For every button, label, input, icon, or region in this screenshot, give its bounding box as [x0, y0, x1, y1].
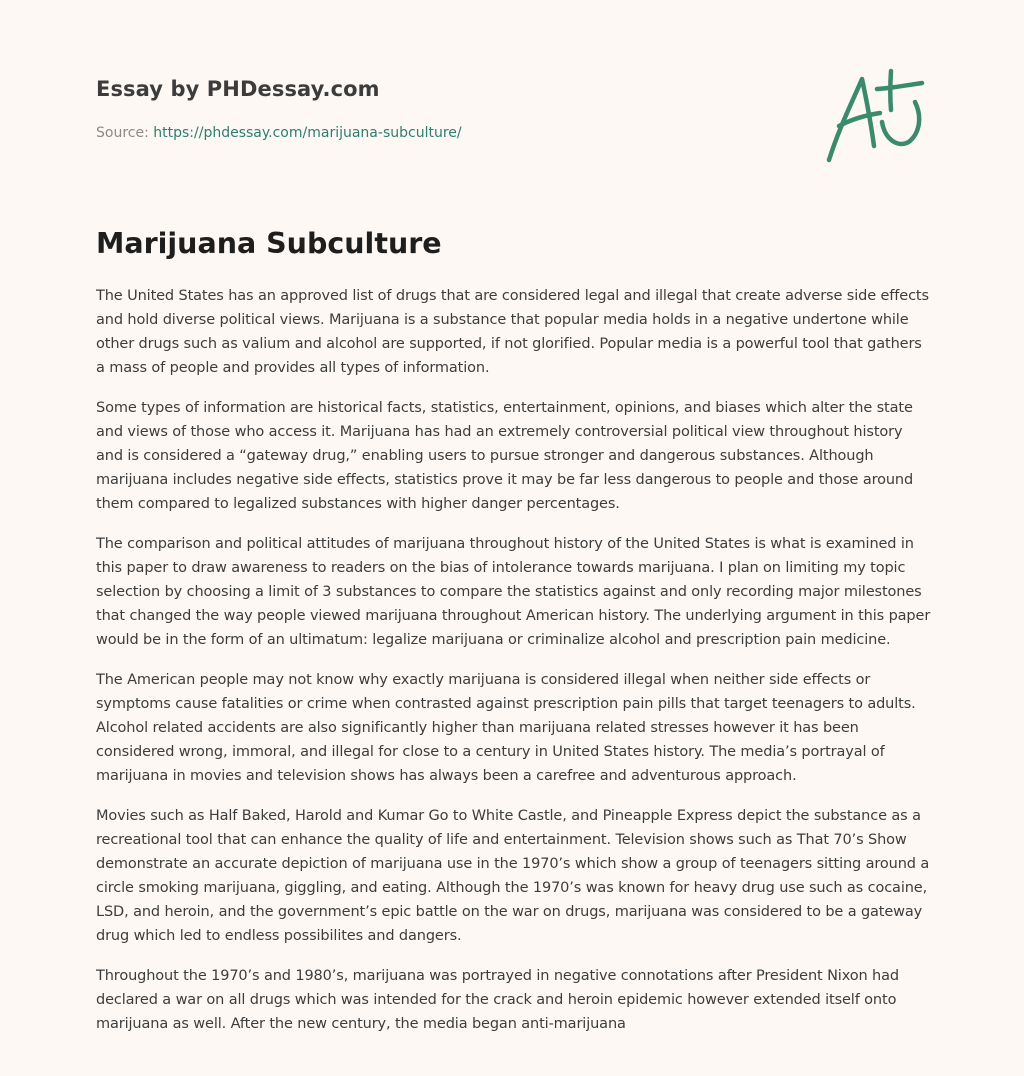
essay-paragraph: Some types of information are historical facts, statistics, entertainment, opinions, and biases which alter the state and views of those who access it. Marijuana has had an extremely controversial political view throughout history and is considered a “gateway drug,” enabling users to pursue stronger and dangerous substances. Although marijuana includes negative side effects, statistics prove it may be far less dangerous to people and those around them compared to legalized substances with higher danger percentages. — [96, 400, 914, 512]
essay-paragraph: The comparison and political attitudes of marijuana throughout history of the United States is what is examined in this paper to draw awareness to readers on the bias of intolerance towards marijuana. I plan on limiting my topic selection by choosing a limit of 3 substances to compare the statistics against and only recording major milestones that changed the way people viewed marijuana throughout American history. The underlying argument in this paper would be in the form of an ultimatum: legalize marijuana or criminalize alcohol and prescription pain medicine. — [96, 536, 931, 648]
site-title: Essay by PHDessay.com — [96, 77, 380, 101]
essay-paragraph: Movies such as Half Baked, Harold and Kumar Go to White Castle, and Pineapple Express depict the substance as a recreational tool that can enhance the quality of life and entertainment. Television shows such as That 70’s Show demonstrate an accurate depiction of marijuana use in the 1970’s which show a group of teenagers sitting around a circle smoking marijuana, giggling, and eating. Although the 1970’s was known for heavy drug use such as cocaine, LSD, and heroin, and the government’s epic battle on the war on drugs, marijuana was considered to be a gateway drug which led to endless possibilites and dangers. — [96, 808, 930, 944]
essay-paragraph: The American people may not know why exactly marijuana is considered illegal when neither side effects or symptoms cause fatalities or crime when contrasted against prescription pain pills that target teenagers to adults. Alcohol related accidents are also significantly higher than marijuana related stresses however it has been considered wrong, immoral, and illegal for close to a century in United States history. The media’s portrayal of marijuana in movies and television shows has always been a carefree and adventurous approach. — [96, 672, 916, 784]
a-plus-logo-icon — [822, 66, 932, 168]
source-line — [96, 123, 796, 143]
source-link[interactable]: https://phdessay.com/marijuana-subculture/ — [153, 125, 462, 141]
essay-title: Marijuana Subculture — [96, 227, 442, 260]
essay-paragraph: The United States has an approved list of drugs that are considered legal and illegal that create adverse side effects and hold diverse political views. Marijuana is a substance that popular media holds in a negative undertone while other drugs such as valium and alcohol are supported, if not glorified. Popular media is a powerful tool that gathers a mass of people and provides all types of information. — [96, 288, 929, 376]
source-label: Source: — [96, 125, 149, 141]
essay-paragraph: Throughout the 1970’s and 1980’s, marijuana was portrayed in negative connotations after President Nixon had declared a war on all drugs which was intended for the crack and heroin epidemic however extended itself onto marijuana as well. After the new century, the media began anti-marijuana — [96, 968, 899, 1032]
essay-body — [96, 284, 932, 1052]
essay-header — [96, 74, 796, 143]
